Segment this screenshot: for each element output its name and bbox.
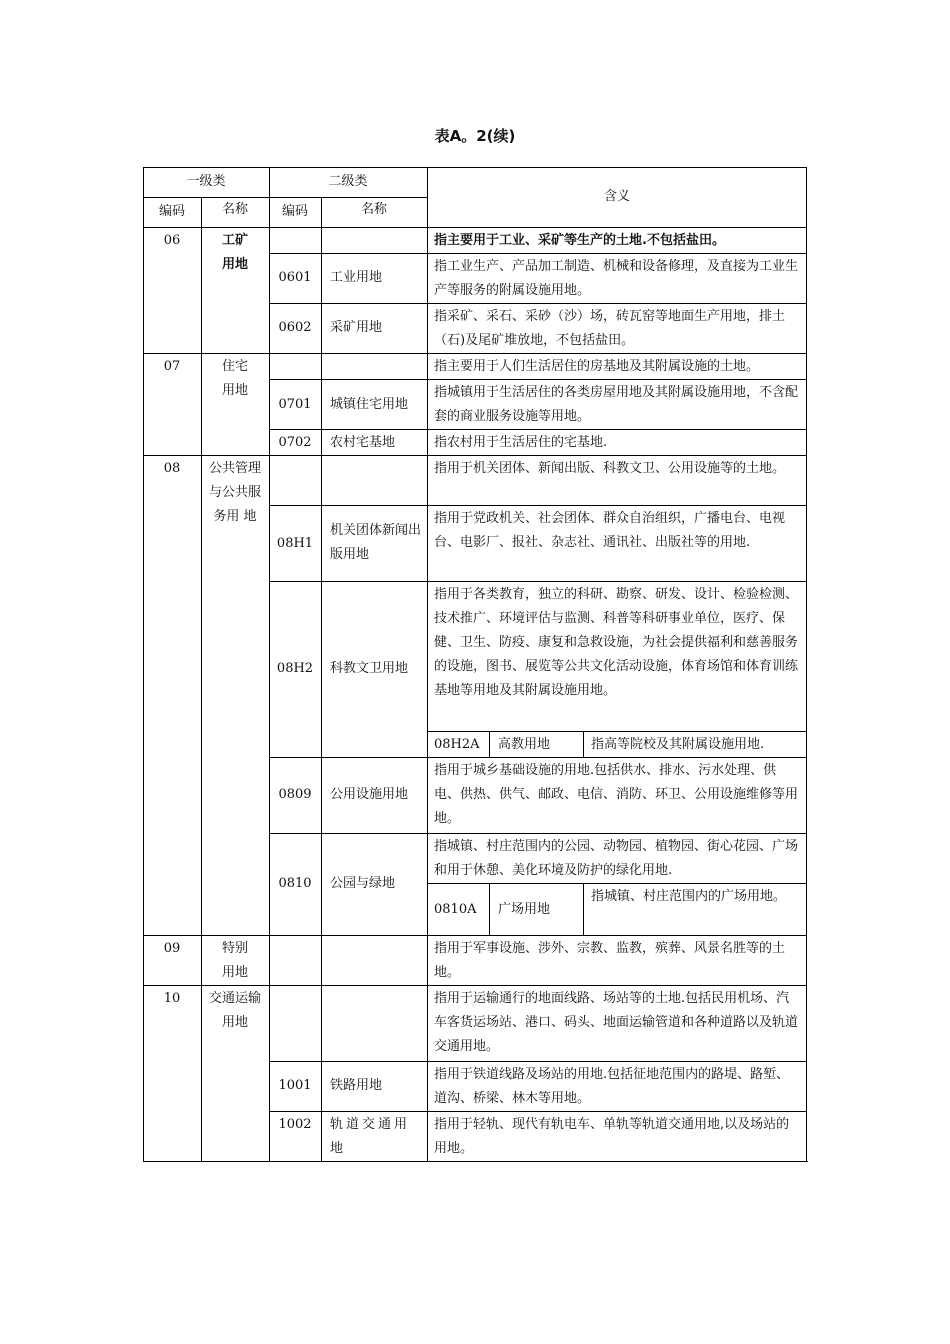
row-08H2A-meaning: 指高等院校及其附属设施用地. xyxy=(591,737,765,752)
row-08H1-meaning: 指用于党政机关、社会团体、群众自治组织，广播电台、电视台、电影厂、报社、杂志社、通讯社、出版社等的用地. xyxy=(434,511,786,550)
row-08H2-name: 科教文卫用地 xyxy=(330,661,409,676)
row-0602-name: 采矿用地 xyxy=(330,320,383,335)
row-rule xyxy=(269,429,807,430)
row-rule xyxy=(269,253,807,254)
row-07-name: 住宅用地 xyxy=(221,359,248,398)
row-10-name: 交通运输用地 xyxy=(208,991,261,1030)
header-meaning: 含义 xyxy=(603,189,630,204)
row-0601-meaning: 指工业生产、产品加工制造、机械和设备修理，及直接为工业生产等服务的附属设施用地。 xyxy=(434,259,799,298)
row-07-meaning: 指主要用于人们生活居住的房基地及其附属设施的土地。 xyxy=(434,359,760,374)
row-06-meaning: 指主要用于工业、采矿等生产的土地.不包括盐田。 xyxy=(434,233,725,248)
row-0601-name: 工业用地 xyxy=(330,270,383,285)
row-0809-name: 公用设施用地 xyxy=(330,787,409,802)
row-0602-meaning: 指采矿、采石、采砂（沙）场，砖瓦窑等地面生产用地，排土（石)及尾矿堆放地，不包括盐田。 xyxy=(434,309,786,348)
row-10-code: 10 xyxy=(163,991,181,1006)
row-08-code: 08 xyxy=(163,461,181,476)
table-title: 表A。2(续) xyxy=(434,127,516,145)
row-0810-meaning: 指城镇、村庄范围内的公园、动物园、植物园、街心花园、广场和用于休憩、美化环境及防护的绿化用地. xyxy=(434,839,799,878)
header-name1: 名称 xyxy=(221,202,248,217)
row-09-code: 09 xyxy=(163,941,181,956)
row-rule xyxy=(143,353,807,354)
row-1001-name: 铁路用地 xyxy=(330,1078,383,1093)
row-0701-name: 城镇住宅用地 xyxy=(330,397,409,412)
header-code1: 编码 xyxy=(158,204,185,219)
row-0810A-name: 广场用地 xyxy=(498,902,551,917)
row-06-code: 06 xyxy=(163,233,181,248)
column-rule xyxy=(321,227,322,1162)
row-06-name: 工矿用地 xyxy=(221,233,248,272)
header-name2: 名称 xyxy=(360,202,387,217)
row-1002-meaning: 指用于轻轨、现代有轨电车、单轨等轨道交通用地,以及场站的用地。 xyxy=(434,1117,790,1156)
row-09-meaning: 指用于军事设施、涉外、宗教、监教，殡葬、风景名胜等的土地。 xyxy=(434,941,786,980)
column-rule xyxy=(583,731,584,757)
table-border-right xyxy=(806,167,807,1162)
column-rule xyxy=(489,883,490,935)
row-0810A-meaning: 指城镇、村庄范围内的广场用地。 xyxy=(591,889,787,904)
row-rule xyxy=(269,757,807,758)
row-09-name: 特别用地 xyxy=(221,941,248,980)
row-08H1-code: 08H1 xyxy=(276,536,314,551)
row-1002-name: 轨道交通用地 xyxy=(330,1117,411,1156)
row-0602-code: 0602 xyxy=(278,320,312,335)
header-bottom-rule xyxy=(143,227,807,228)
row-0601-code: 0601 xyxy=(278,270,312,285)
header-level2: 二级类 xyxy=(328,174,368,189)
row-08H2-code: 08H2 xyxy=(276,661,314,676)
row-08H1-name: 机关团体新闻出版用地 xyxy=(330,523,422,562)
row-0810-name: 公园与绿地 xyxy=(330,876,396,891)
table-border-left xyxy=(143,167,144,1162)
row-rule xyxy=(269,303,807,304)
row-rule xyxy=(269,379,807,380)
row-0810A-code: 0810A xyxy=(434,902,477,917)
row-0702-code: 0702 xyxy=(278,435,312,450)
header-level1: 一级类 xyxy=(186,174,226,189)
row-rule xyxy=(269,581,807,582)
row-0701-meaning: 指城镇用于生活居住的各类房屋用地及其附属设施用地，不含配套的商业服务设施等用地。 xyxy=(434,385,799,424)
column-rule xyxy=(201,227,202,1162)
row-rule xyxy=(269,833,807,834)
row-1001-code: 1001 xyxy=(278,1078,312,1093)
row-08H2-meaning: 指用于各类教育，独立的科研、勘察、研发、设计、检验检测、技术推广、环境评估与监测、科普等科研事业单位，医疗、保健、卫生、防疫、康复和急救设施，为社会提供福利和慈善服务的设施，图书、展览等公共文化活动设施，体育场馆和体育训练基地等用地及其附属设施用地。 xyxy=(434,587,799,698)
row-rule xyxy=(427,883,807,884)
row-07-code: 07 xyxy=(163,359,181,374)
row-rule xyxy=(143,935,807,936)
row-10-meaning: 指用于运输通行的地面线路、场站等的土地.包括民用机场、汽车客货运场站、港口、码头、地面运输管道和各种道路以及轨道交通用地。 xyxy=(434,991,799,1054)
row-rule xyxy=(269,1111,807,1112)
row-1002-code: 1002 xyxy=(278,1117,312,1132)
row-0702-name: 农村宅基地 xyxy=(330,435,396,450)
row-0809-code: 0809 xyxy=(278,787,312,802)
row-rule xyxy=(143,455,807,456)
row-08H2A-name: 高教用地 xyxy=(498,737,551,752)
row-1001-meaning: 指用于铁道线路及场站的用地.包括征地范围内的路堤、路堑、道沟、桥梁、林木等用地。 xyxy=(434,1067,790,1106)
row-08-meaning: 指用于机关团体、新闻出版、科教文卫、公用设施等的土地。 xyxy=(434,461,786,476)
row-rule xyxy=(269,505,807,506)
row-08H2A-code: 08H2A xyxy=(434,737,480,752)
row-0702-meaning: 指农村用于生活居住的宅基地. xyxy=(434,435,608,450)
table-border-top xyxy=(143,167,807,168)
table-border-bottom xyxy=(143,1161,808,1162)
row-0701-code: 0701 xyxy=(278,397,312,412)
column-rule xyxy=(489,731,490,757)
column-rule xyxy=(583,883,584,935)
row-0809-meaning: 指用于城乡基础设施的用地.包括供水、排水、污水处理、供电、供热、供气、邮政、电信、消防、环卫、公用设施维修等用地。 xyxy=(434,763,799,826)
row-08-name: 公共管理与公共服务用 地 xyxy=(208,461,261,524)
column-rule xyxy=(427,167,428,1162)
row-rule xyxy=(427,731,807,732)
row-rule xyxy=(143,985,807,986)
header-code2: 编码 xyxy=(281,204,308,219)
row-rule xyxy=(269,1061,807,1062)
row-0810-code: 0810 xyxy=(278,876,312,891)
